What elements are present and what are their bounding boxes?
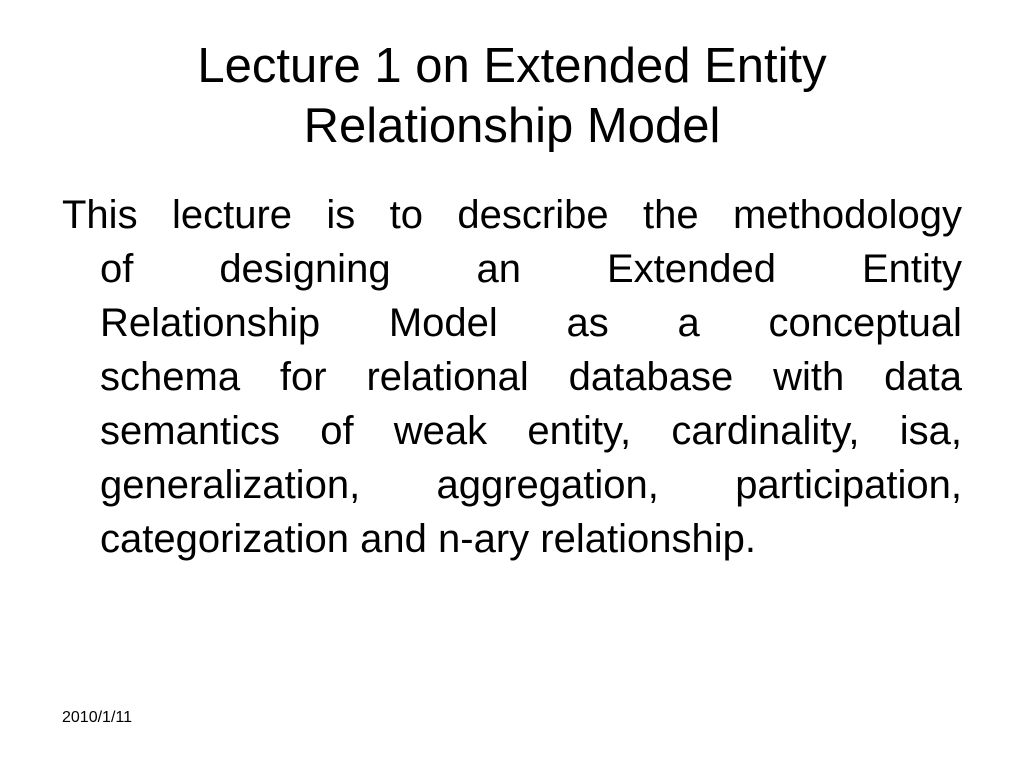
body-word: isa, xyxy=(899,409,962,453)
body-word: database xyxy=(568,355,734,399)
body-word: for xyxy=(279,355,327,399)
body-word: of xyxy=(320,409,354,453)
body-word: of xyxy=(100,247,134,291)
body-word: is xyxy=(326,193,356,237)
body-word: entity, xyxy=(527,409,632,453)
footer-date: 2010/1/11 xyxy=(62,709,132,726)
body-word: conceptual xyxy=(768,301,962,345)
body-line xyxy=(62,458,962,512)
slide-title xyxy=(80,36,944,156)
body-word: schema xyxy=(100,355,241,399)
body-word: the xyxy=(642,193,699,237)
body-word: an xyxy=(476,247,522,291)
body-word: designing xyxy=(219,247,391,291)
body-word: weak xyxy=(393,409,488,453)
body-word: This xyxy=(62,193,138,237)
body-line xyxy=(62,188,962,242)
body-word: Entity xyxy=(861,247,962,291)
body-word: with xyxy=(773,355,845,399)
body-word: Extended xyxy=(606,247,776,291)
body-word: Model xyxy=(388,301,498,345)
slide-title-line-1: Lecture 1 on Extended Entity xyxy=(197,39,827,93)
body-line-last: categorization and n-ary relationship. xyxy=(100,517,756,561)
body-word: lecture xyxy=(171,193,293,237)
body-word: methodology xyxy=(732,193,962,237)
body-word: a xyxy=(677,301,700,345)
slide-body-paragraph xyxy=(62,188,962,566)
body-word: to xyxy=(389,193,424,237)
body-word: Relationship xyxy=(100,301,321,345)
body-word: relational xyxy=(366,355,529,399)
body-word: semantics xyxy=(100,409,281,453)
body-word: data xyxy=(884,355,962,399)
body-line xyxy=(62,350,962,404)
body-word: participation, xyxy=(735,463,962,507)
body-word: as xyxy=(566,301,609,345)
body-word: cardinality, xyxy=(671,409,860,453)
body-word: aggregation, xyxy=(436,463,659,507)
body-line xyxy=(62,242,962,296)
body-word: generalization, xyxy=(100,463,361,507)
slide-title-line-2: Relationship Model xyxy=(303,99,721,153)
body-word: describe xyxy=(457,193,609,237)
body-line xyxy=(62,404,962,458)
body-line xyxy=(62,296,962,350)
